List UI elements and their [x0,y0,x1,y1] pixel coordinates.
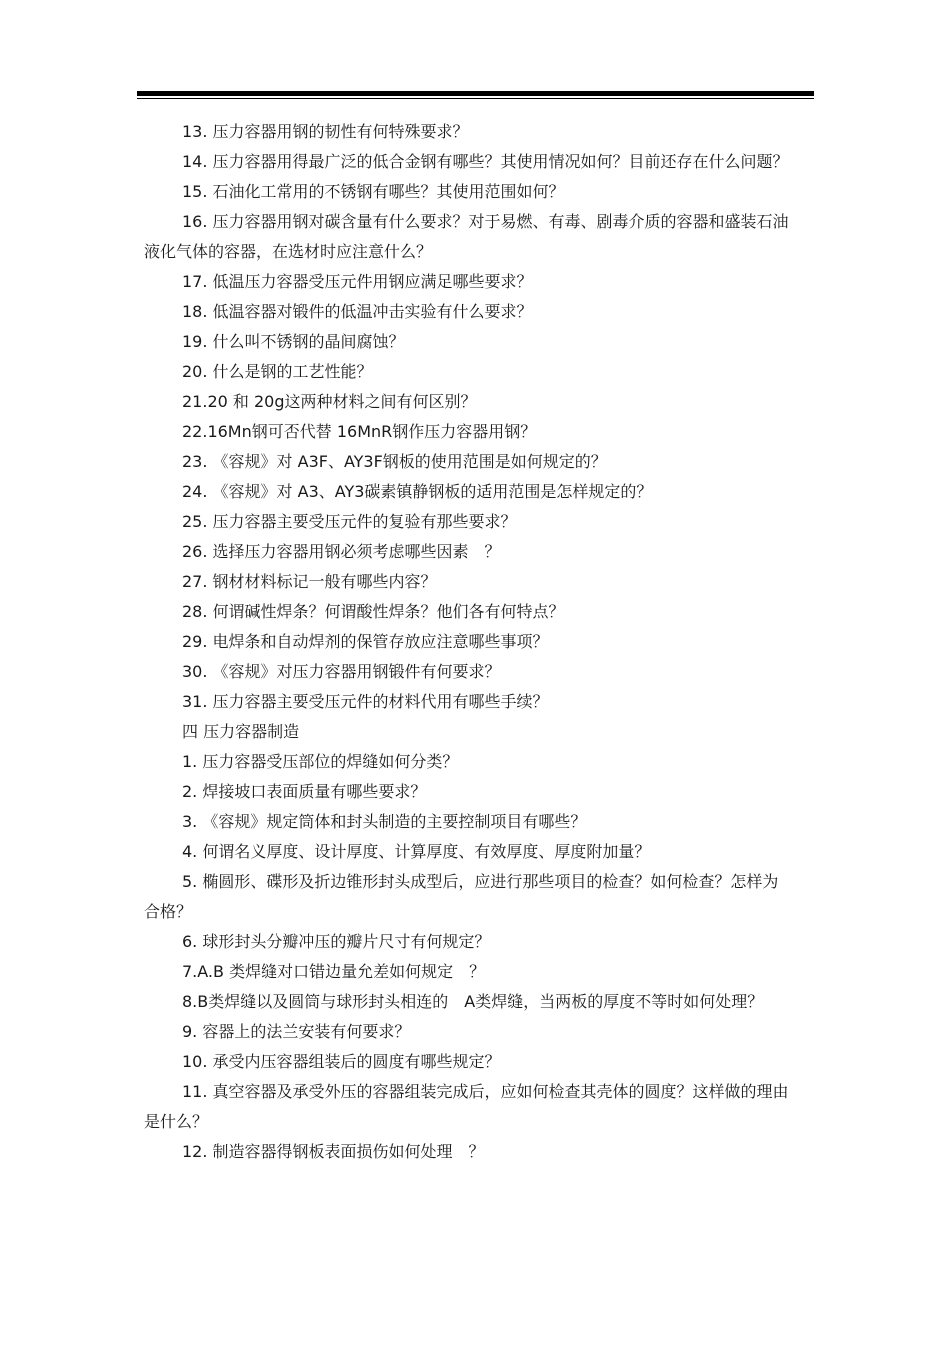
section-question-6: 6. 球形封头分瓣冲压的瓣片尺寸有何规定？ [182,932,491,951]
question-23: 23. 《容规》对 A3F、AY3F钢板的使用范围是如何规定的？ [182,452,607,471]
question-31: 31. 压力容器主要受压元件的材料代用有哪些手续？ [182,692,549,711]
header-rule-thin [137,98,814,99]
section-question-2: 2. 焊接坡口表面质量有哪些要求？ [182,782,427,801]
question-14: 14. 压力容器用得最广泛的低合金钢有哪些？其使用情况如何？目前还存在什么问题？ [182,152,789,171]
question-17: 17. 低温压力容器受压元件用钢应满足哪些要求？ [182,272,533,291]
section-question-9: 9. 容器上的法兰安装有何要求？ [182,1022,411,1041]
section-question-12: 12. 制造容器得钢板表面损伤如何处理 ？ [182,1142,485,1161]
question-16: 16. 压力容器用钢对碳含量有什么要求？对于易燃、有毒、剧毒介质的容器和盛装石油液化气体的容器，在选材时应注意什么？ [144,212,789,261]
question-18: 18. 低温容器对锻件的低温冲击实验有什么要求？ [182,302,533,321]
section-question-8: 8.B类焊缝以及圆筒与球形封头相连的 A类焊缝，当两板的厚度不等时如何处理？ [182,992,764,1011]
question-19: 19. 什么叫不锈钢的晶间腐蚀？ [182,332,405,351]
section-question-4: 4. 何谓名义厚度、设计厚度、计算厚度、有效厚度、厚度附加量？ [182,842,651,861]
question-25: 25. 压力容器主要受压元件的复验有那些要求？ [182,512,517,531]
section-question-10: 10. 承受内压容器组装后的圆度有哪些规定？ [182,1052,501,1071]
section-question-5: 5. 椭圆形、碟形及折边锥形封头成型后，应进行那些项目的检查？如何检查？怎样为合格？ [144,872,779,921]
document-body [144,117,794,1167]
question-30: 30. 《容规》对压力容器用钢锻件有何要求？ [182,662,501,681]
question-21: 21.20 和 20g这两种材料之间有何区别？ [182,392,477,411]
question-15: 15. 石油化工常用的不锈钢有哪些？其使用范围如何？ [182,182,565,201]
question-22: 22.16Mn钢可否代替 16MnR钢作压力容器用钢？ [182,422,537,441]
section-question-3: 3. 《容规》规定筒体和封头制造的主要控制项目有哪些？ [182,812,587,831]
question-27: 27. 钢材材料标记一般有哪些内容？ [182,572,437,591]
question-24: 24. 《容规》对 A3、AY3碳素镇静钢板的适用范围是怎样规定的？ [182,482,653,501]
header-rule [137,91,814,96]
question-13: 13. 压力容器用钢的韧性有何特殊要求？ [182,122,469,141]
section-heading: 四 压力容器制造 [182,722,300,741]
question-28: 28. 何谓碱性焊条？何谓酸性焊条？他们各有何特点？ [182,602,565,621]
section-question-7: 7.A.B 类焊缝对口错边量允差如何规定 ？ [182,962,486,981]
section-question-1: 1. 压力容器受压部位的焊缝如何分类？ [182,752,459,771]
question-26: 26. 选择压力容器用钢必须考虑哪些因素 ？ [182,542,501,561]
question-29: 29. 电焊条和自动焊剂的保管存放应注意哪些事项？ [182,632,549,651]
question-20: 20. 什么是钢的工艺性能？ [182,362,373,381]
section-question-11: 11. 真空容器及承受外压的容器组装完成后，应如何检查其壳体的圆度？这样做的理由是什么？ [144,1082,789,1131]
